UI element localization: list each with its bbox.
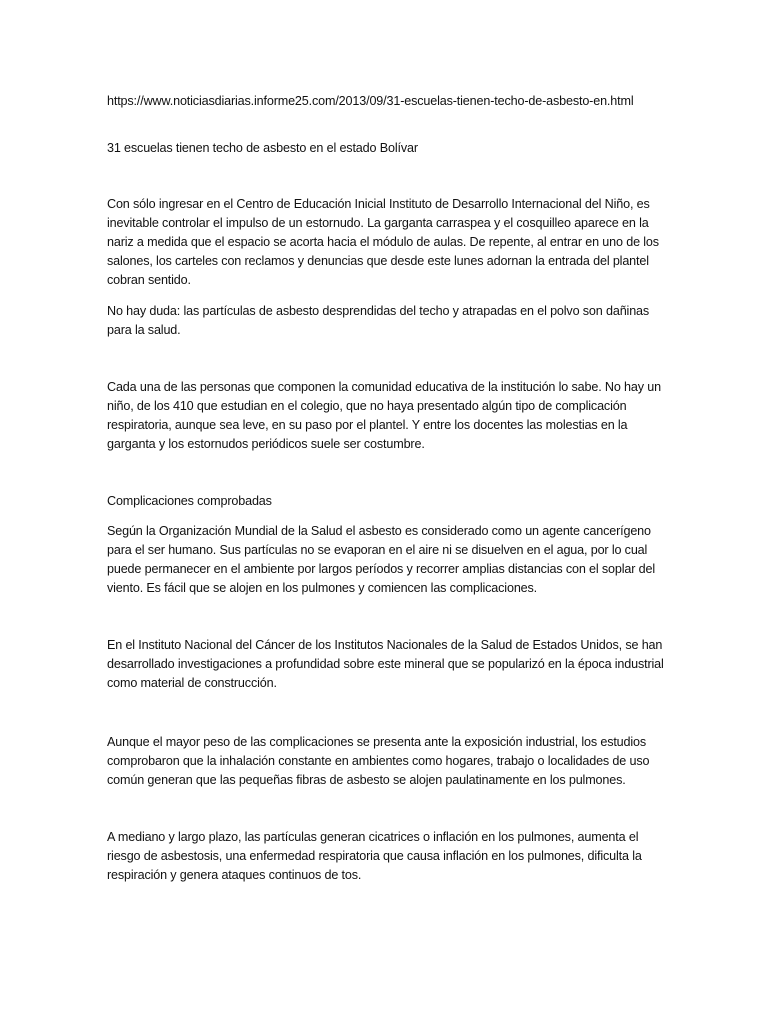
paragraph-3: Cada una de las personas que componen la comunidad educativa de la institución lo sabe. No hay un niño, de los 410 que estudian en el colegio, que no haya presentado algún tipo de complicación respiratoria, aunque sea leve, en su paso por el plantel. Y entre los docentes las molestias en la garganta y los estornudos periódicos suele ser costumbre. <box>107 380 661 451</box>
paragraph-6: Aunque el mayor peso de las complicaciones se presenta ante la exposición industrial, los estudios comprobaron que la inhalación constante en ambientes como hogares, trabajo o localidades de uso común generan que las pequeñas fibras de asbesto se alojen paulatinamente en los pulmones. <box>107 735 650 787</box>
paragraph-2: No hay duda: las partículas de asbesto desprendidas del techo y atrapadas en el polvo son dañinas para la salud. <box>107 304 650 337</box>
paragraph-1: Con sólo ingresar en el Centro de Educación Inicial Instituto de Desarrollo Internacional del Niño, es inevitable controlar el impulso de un estornudo. La garganta carraspea y el cosquilleo aparece en la nariz a medida que el espacio se acorta hacia el módulo de aulas. De repente, al entrar en uno de los salones, los carteles con reclamos y denuncias que desde este lunes adornan la entrada del plantel cobran sentido. <box>107 197 659 287</box>
source-url: https://www.noticiasdiarias.informe25.com/2013/09/31-escuelas-tienen-techo-de-asbesto-en.html <box>107 94 634 108</box>
section-heading: Complicaciones comprobadas <box>107 494 272 508</box>
paragraph-7: A mediano y largo plazo, las partículas generan cicatrices o inflación en los pulmones, aumenta el riesgo de asbestosis, una enfermedad respiratoria que causa inflación en los pulmones, dificulta la respiración y genera ataques continuos de tos. <box>107 830 642 882</box>
article-title: 31 escuelas tienen techo de asbesto en el estado Bolívar <box>107 141 418 155</box>
paragraph-4: Según la Organización Mundial de la Salud el asbesto es considerado como un agente cancerígeno para el ser humano. Sus partículas no se evaporan en el aire ni se disuelven en el agua, por lo cual puede permanecer en el ambiente por largos períodos y recorrer amplias distancias con el soplar del viento. Es fácil que se alojen en los pulmones y comiencen las complicaciones. <box>107 524 655 595</box>
paragraph-5: En el Instituto Nacional del Cáncer de los Institutos Nacionales de la Salud de Estados Unidos, se han desarrollado investigaciones a profundidad sobre este mineral que se popularizó en la época industrial como material de construcción. <box>107 638 664 690</box>
